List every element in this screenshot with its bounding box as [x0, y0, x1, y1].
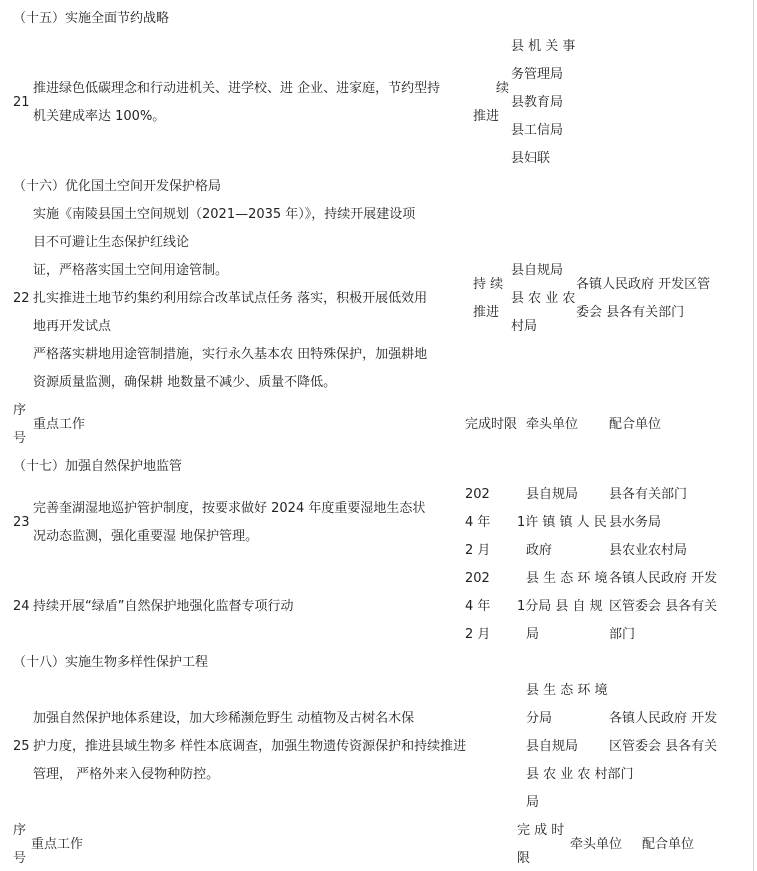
- table-header-2-time-b: 限: [517, 851, 531, 866]
- section-heading-18: （十八）实施生物多样性保护工程: [13, 655, 209, 670]
- row21-lead-2: 务管理局: [511, 67, 564, 82]
- row24-lead-1: 县 生 态 环 境: [526, 571, 608, 586]
- row21-work-2: 机关建成率达 100%。: [33, 109, 166, 124]
- row21-time-1: 续: [496, 81, 510, 96]
- table-header-time: 完成时限: [465, 417, 518, 432]
- row22-lead-1: 县自规局: [511, 263, 564, 278]
- table-header-lead: 牵头单位: [526, 417, 579, 432]
- row23-coop-2: 县水务局: [609, 515, 662, 530]
- row23-work-2: 况动态监测，强化重要湿 地保护管理。: [33, 529, 259, 544]
- row21-lead-3: 县教育局: [511, 95, 564, 110]
- section-heading-15: （十五）实施全面节约战略: [13, 11, 170, 26]
- page-right-border: [753, 0, 754, 871]
- table-header-coop: 配合单位: [609, 417, 662, 432]
- row25-work-3: 管理， 严格外来入侵物种防控。: [33, 767, 220, 782]
- row22-work-6: 严格落实耕地用途管制措施，实行永久基本农 田特殊保护，加强耕地: [33, 347, 428, 362]
- row23-coop-1: 县各有关部门: [609, 487, 688, 502]
- row24-coop-3: 部门: [609, 627, 636, 642]
- row24-lead-2: 1分局 县 自 规: [517, 599, 603, 614]
- row24-coop-2: 区管委会 县各有关: [609, 599, 718, 614]
- row22-coop-2: 委会 县各有关部门: [576, 305, 685, 320]
- row24-lead-3: 局: [526, 627, 540, 642]
- row25-work-1: 加强自然保护地体系建设，加大珍稀濒危野生 动植物及古树名木保: [33, 711, 415, 726]
- row25-lead-3: 县自规局: [526, 739, 579, 754]
- row21-work-1: 推进绿色低碳理念和行动进机关、进学校、进 企业、进家庭，节约型持: [33, 81, 441, 96]
- row22-time-2: 推进: [473, 305, 500, 320]
- table-header-work: 重点工作: [33, 417, 86, 432]
- row23-work-1: 完善奎湖湿地巡护管护制度，按要求做好 2024 年度重要湿地生态状: [33, 501, 426, 516]
- row21-lead-1: 县 机 关 事: [511, 39, 576, 54]
- row23-number: 23: [13, 515, 30, 530]
- row24-work-1: 持续开展“绿盾”自然保护地强化监督专项行动: [33, 599, 294, 614]
- row22-work-7: 资源质量监测，确保耕 地数量不减少、质量不降低。: [33, 375, 337, 390]
- row24-time-3: 2 月: [465, 627, 491, 642]
- row25-number: 25: [13, 739, 30, 754]
- table-header-2-time-a: 完 成 时: [517, 823, 565, 838]
- row24-time-1: 202: [465, 571, 490, 586]
- row22-work-5: 地再开发试点: [33, 319, 112, 334]
- table-header-2-coop: 配合单位: [642, 837, 695, 852]
- table-header-2-work: 重点工作: [31, 837, 84, 852]
- row23-time-2: 4 年: [465, 515, 491, 530]
- row23-coop-3: 县农业农村局: [609, 543, 688, 558]
- row24-number: 24: [13, 599, 30, 614]
- row22-lead-3: 村局: [511, 319, 538, 334]
- row22-work-2: 目不可避让生态保护红线论: [33, 235, 190, 250]
- table-header-2-seq-bottom: 号: [13, 851, 27, 866]
- row24-coop-1: 各镇人民政府 开发: [609, 571, 718, 586]
- row23-lead-3: 政府: [526, 543, 553, 558]
- table-header-2-seq-top: 序: [13, 823, 27, 838]
- section-heading-16: （十六）优化国土空间开发保护格局: [13, 179, 222, 194]
- row23-lead-2: 1许 镇 镇 人 民: [517, 515, 607, 530]
- table-header-seq-bottom: 号: [13, 431, 27, 446]
- row22-time-1: 持 续: [473, 277, 504, 292]
- row21-lead-4: 县工信局: [511, 123, 564, 138]
- table-header-2-lead: 牵头单位: [570, 837, 623, 852]
- row25-lead-5: 局: [526, 795, 540, 810]
- row22-work-1: 实施《南陵县国土空间规划（2021—2035 年）》，持续开展建设项: [33, 207, 416, 222]
- row25-coop-1: 各镇人民政府 开发: [609, 711, 718, 726]
- row23-time-3: 2 月: [465, 543, 491, 558]
- row23-lead-1: 县自规局: [526, 487, 579, 502]
- table-header-seq-top: 序: [13, 403, 27, 418]
- row22-number: 22: [13, 291, 30, 306]
- row22-work-3: 证，严格落实国土空间用途管制。: [33, 263, 229, 278]
- row21-number: 21: [13, 95, 30, 110]
- row23-time-1: 202: [465, 487, 490, 502]
- row24-time-2: 4 年: [465, 599, 491, 614]
- row25-lead-4: 县 农 业 农 村部门: [526, 767, 634, 782]
- row25-coop-2: 区管委会 县各有关: [609, 739, 718, 754]
- row21-time-2: 推进: [473, 109, 500, 124]
- row21-lead-5: 县妇联: [511, 151, 551, 166]
- row22-coop-1: 各镇人民政府 开发区管: [576, 277, 711, 292]
- row25-lead-1: 县 生 态 环 境: [526, 683, 608, 698]
- row25-lead-2: 分局: [526, 711, 553, 726]
- section-heading-17: （十七）加强自然保护地监管: [13, 459, 183, 474]
- row25-work-2: 护力度，推进县域生物多 样性本底调查，加强生物遗传资源保护和持续推进: [33, 739, 467, 754]
- row22-work-4: 扎实推进土地节约集约利用综合改革试点任务 落实，积极开展低效用: [33, 291, 428, 306]
- row22-lead-2: 县 农 业 农: [511, 291, 576, 306]
